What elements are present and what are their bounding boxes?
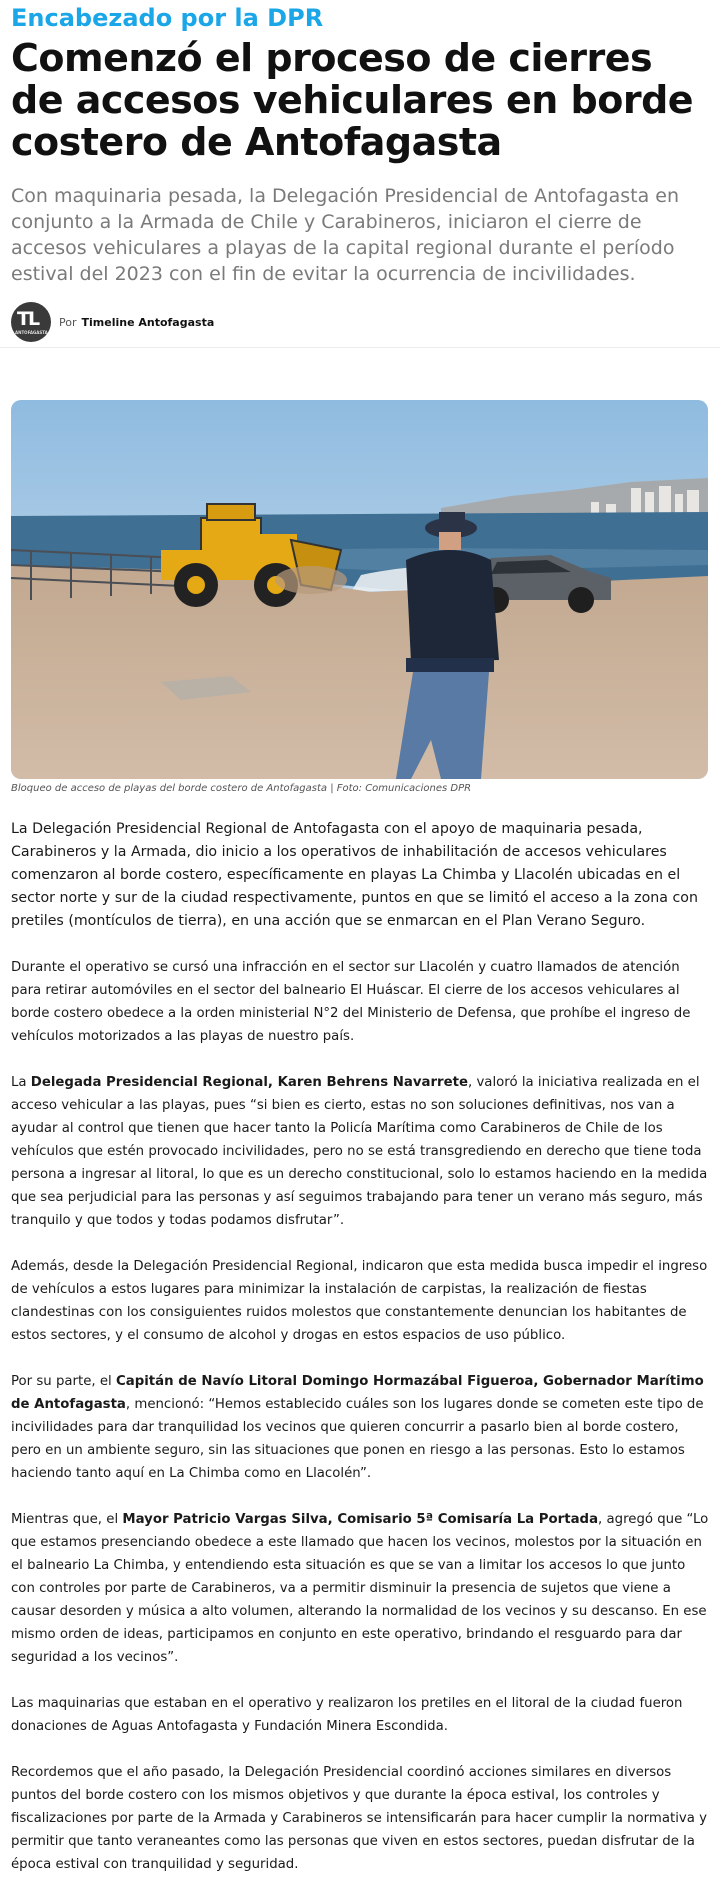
article-body [11,818,711,1899]
paragraph-5: Por su parte, el Capitán de Navío Litoral Domingo Hormazábal Figueroa, Gobernador Marítimo de Antofagasta, mencionó: “Hemos establecido cuáles son los lugares donde se cometen este tipo de incivilidades para dar tranquilidad los vecinos que quieren concurrir a pasarlo bien al borde costero, pero en un ambiente seguro, sin las situaciones que ponen en riesgo a las personas. Esto lo estamos haciendo tanto aquí en La Chimba como en Llacolén”. [11,1374,704,1481]
header-divider [0,347,720,348]
article-kicker: Encabezado por la DPR [11,4,324,32]
gobernador-name: Capitán de Navío Litoral Domingo Hormazábal Figueroa, Gobernador Marítimo de Antofagasta [11,1374,704,1412]
author-name-link[interactable]: Timeline Antofagasta [81,315,215,329]
paragraph-6: Mientras que, el Mayor Patricio Vargas Silva, Comisario 5ª Comisaría La Portada, agregó que “Lo que estamos presenciando obedece a este llamado que hacen los vecinos, molestos por la situación en el balneario La Chimba, y entendiendo esta situación es que se van a limitar los accesos lo que junto con controles por parte de Carabineros, va a permitir disminuir la presencia de sujetos que viene a causar desorden y música a alto volumen, alterando la normalidad de los vecinos y su descanso. En ese mismo orden de ideas, participamos en conjunto en este operativo, brindando el resguardo para dar seguridad a los vecinos”. [11,1512,709,1665]
avatar-subtext: ANTOFAGASTA [15,330,48,335]
author-avatar[interactable] [11,302,51,342]
article-title: Comenzó el proceso de cierres de accesos vehiculares en borde costero de Antofagasta [11,36,694,164]
avatar-logo: TL [17,308,39,330]
comisario-name: Mayor Patricio Vargas Silva, Comisario 5ª Comisaría La Portada [122,1512,599,1527]
byline-label: Por [59,315,77,329]
paragraph-2: Durante el operativo se cursó una infracción en el sector sur Llacolén y cuatro llamados de atención para retirar automóviles en el sector del balneario El Huáscar. El cierre de los accesos vehiculares al borde costero obedece a la orden ministerial N°2 del Ministerio de Defensa, que prohíbe el ingreso de vehículos motorizados a las playas de nuestro país. [11,960,691,1044]
byline [11,301,711,343]
paragraph-3: La Delegada Presidencial Regional, Karen Behrens Navarrete, valoró la iniciativa realizada en el acceso vehicular a las playas, pues “si bien es cierto, estas no son soluciones definitivas, nos van a ayudar al control que tienen que hacer tanto la Policía Marítima como Carabineros de Chile de los vehículos que estén provocado incivilidades, pero no se está transgrediendo en derecho que tiene toda persona a ingresar al litoral, lo que es un derecho constitucional, solo lo estamos haciendo en la medida que sea perjudicial para las personas y así seguimos trabajando para tener un verano más seguro, más tranquilo y que todos y todas podamos disfrutar”. [11,1075,708,1228]
paragraph-8: Recordemos que el año pasado, la Delegación Presidencial coordinó acciones similares en diversos puntos del borde costero con los mismos objetivos y que durante la época estival, los controles y fiscalizaciones por parte de la Armada y Carabineros se intensificarán para hacer cumplir la normativa y permitir que tanto veraneantes como las personas que viven en estos sectores, puedan disfrutar de la época estival con tranquilidad y seguridad. [11,1765,708,1872]
article-photo [11,400,708,779]
paragraph-4: Además, desde la Delegación Presidencial Regional, indicaron que esta medida busca impedir el ingreso de vehículos a estos lugares para minimizar la instalación de carpistas, la realización de fiestas clandestinas con los consiguientes ruidos molestos que constantemente denuncian los habitantes de estos sectores, y el consumo de alcohol y drogas en estos espacios de uso público. [11,1259,708,1343]
delegada-name: Delegada Presidencial Regional, Karen Behrens Navarrete [30,1075,468,1090]
paragraph-1: La Delegación Presidencial Regional de Antofagasta con el apoyo de maquinaria pesada, Carabineros y la Armada, dio inicio a los operativos de inhabilitación de accesos vehiculares comenzaron al borde costero, específicamente en playas La Chimba y Llacolén ubicadas en el sector norte y sur de la ciudad respectivamente, puntos en que se limitó el acceso a la zona con pretiles (montículos de tierra), en una acción que se enmarcan en el Plan Verano Seguro. [11,821,698,929]
paragraph-7: Las maquinarias que estaban en el operativo y realizaron los pretiles en el litoral de la ciudad fueron donaciones de Aguas Antofagasta y Fundación Minera Escondida. [11,1696,683,1734]
image-caption: Bloqueo de acceso de playas del borde costero de Antofagasta | Foto: Comunicaciones DPR [11,783,472,794]
article-lead: Con maquinaria pesada, la Delegación Presidencial de Antofagasta en conjunto a la Armada de Chile y Carabineros, iniciaron el cierre de accesos vehiculares a playas de la capital regional durante el período estival del 2023 con el fin de evitar la ocurrencia de incivilidades. [11,185,679,285]
